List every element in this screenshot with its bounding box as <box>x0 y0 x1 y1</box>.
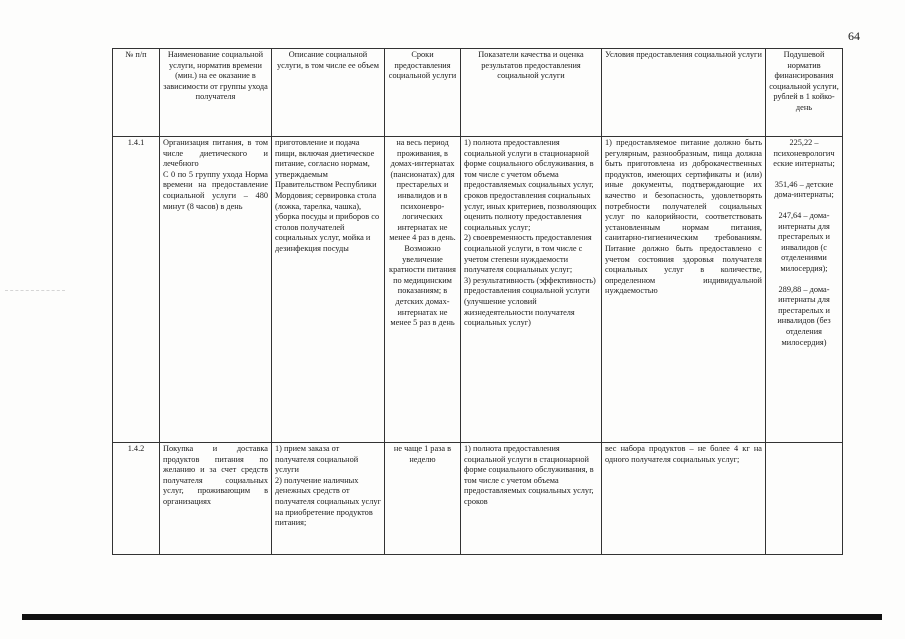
financing-item: 351,46 – детские дома-интернаты; <box>774 179 834 200</box>
row-quality: 1) полнота предоставления социальной услуги в стационарной форме социального обслуживания, в том числе с учетом объема предоставляемых социальных услуг, сроков предоставления социальных услуг, иных критериев, позволяющих оценить полноту предоставления социальных услуг; 2) своевременность предоставления социальной услуги, в том числе с учетом степени нуждаемости получателя социальных услуг; 3) результативность (эффективность) предоставления социальной услуги (улучшение условий жизнедеятельности получателя социальных услуг) <box>461 137 602 443</box>
scan-edge-bar <box>22 614 882 620</box>
header-description: Описание социальной услуги, в том числе ее объем <box>272 49 385 137</box>
table-row <box>113 137 843 443</box>
row-conditions: 1) предоставляемое питание должно быть регулярным, разнообразным, пища должна быть приготовлена из доброкачественных продуктов, имеющих сертификаты и (или) иные документы, подтверждающие их качество и безопасность, удовлетворять потребности получателей социальных услуг по калорийности, соответствовать установленным нормам питания, санитарно-гигиеническим требованиям. Питание должно быть предоставлено с учетом состояния здоровья получателя социальных услуг в количестве, определенном индивидуальной нуждаемостью <box>602 137 766 443</box>
row-description: приготовление и подача пищи, включая диетическое питание, согласно нормам, утверждаемым Правительством Республики Мордовия; сервировка стола (ложка, тарелка, чашка), уборка посуды и приборов со столов получателей социальных услуг, мойка и дезинфекция посуды <box>272 137 385 443</box>
row-quality: 1) полнота предоставления социальной услуги в стационарной форме социального обслуживания, в том числе с учетом объема предоставляемых социальных услуг, сроков <box>461 443 602 555</box>
financing-item: 289,88 – дома-интернаты для престарелых и инвалидов (без отделения милосердия) <box>777 284 831 347</box>
table-header-row <box>113 49 843 137</box>
header-num: № п/п <box>113 49 160 137</box>
financing-item: 247,64 – дома-интернаты для престарелых и инвалидов (с отделениями милосердия); <box>778 210 830 273</box>
row-service-name: Покупка и доставка продуктов питания по желанию и за счет средств получателя социальных услуг, проживающим в организациях <box>160 443 272 555</box>
scan-artifact-line <box>5 290 65 292</box>
row-num: 1.4.1 <box>113 137 160 443</box>
row-description: 1) прием заказа от получателя социальной услуги 2) получение наличных денежных средств от получателя социальных услуг на приобретение продуктов питания; <box>272 443 385 555</box>
row-financing <box>766 443 843 555</box>
header-terms: Сроки предоставления социальной услуги <box>385 49 461 137</box>
header-quality: Показатели качества и оценка результатов предоставления социальной услуги <box>461 49 602 137</box>
page-number: 64 <box>848 29 860 43</box>
row-conditions: вес набора продуктов – не более 4 кг на одного получателя социальных услуг; <box>602 443 766 555</box>
row-num: 1.4.2 <box>113 443 160 555</box>
row-terms: на весь период проживания, в домах-интернатах (пансионатах) для престарелых и инвалидов и в психоневро-логических интернатах не менее 4 раз в день. Возможно увеличение кратности питания по медицинским показаниям; в детских домах-интернатах не менее 5 раз в день <box>385 137 461 443</box>
financing-item: 225,22 – психоневрологич еские интернаты; <box>773 138 835 169</box>
services-table <box>112 48 843 555</box>
row-financing <box>766 137 843 443</box>
header-conditions: Условия предоставления социальной услуги <box>602 49 766 137</box>
row-service-name: Организация питания, в том числе диетического и лечебного С 0 по 5 группу ухода Норма времени на предоставление социальной услуги – 480 минут (8 часов) в день <box>160 137 272 443</box>
header-name: Наименование социальной услуги, норматив времени (мин.) на ее оказание в зависимости от группы ухода получателя <box>160 49 272 137</box>
header-financing: Подушевой норматив финансирования социальной услуги, рублей в 1 койко-день <box>766 49 843 137</box>
row-terms: не чаще 1 раза в неделю <box>385 443 461 555</box>
table-row <box>113 443 843 555</box>
